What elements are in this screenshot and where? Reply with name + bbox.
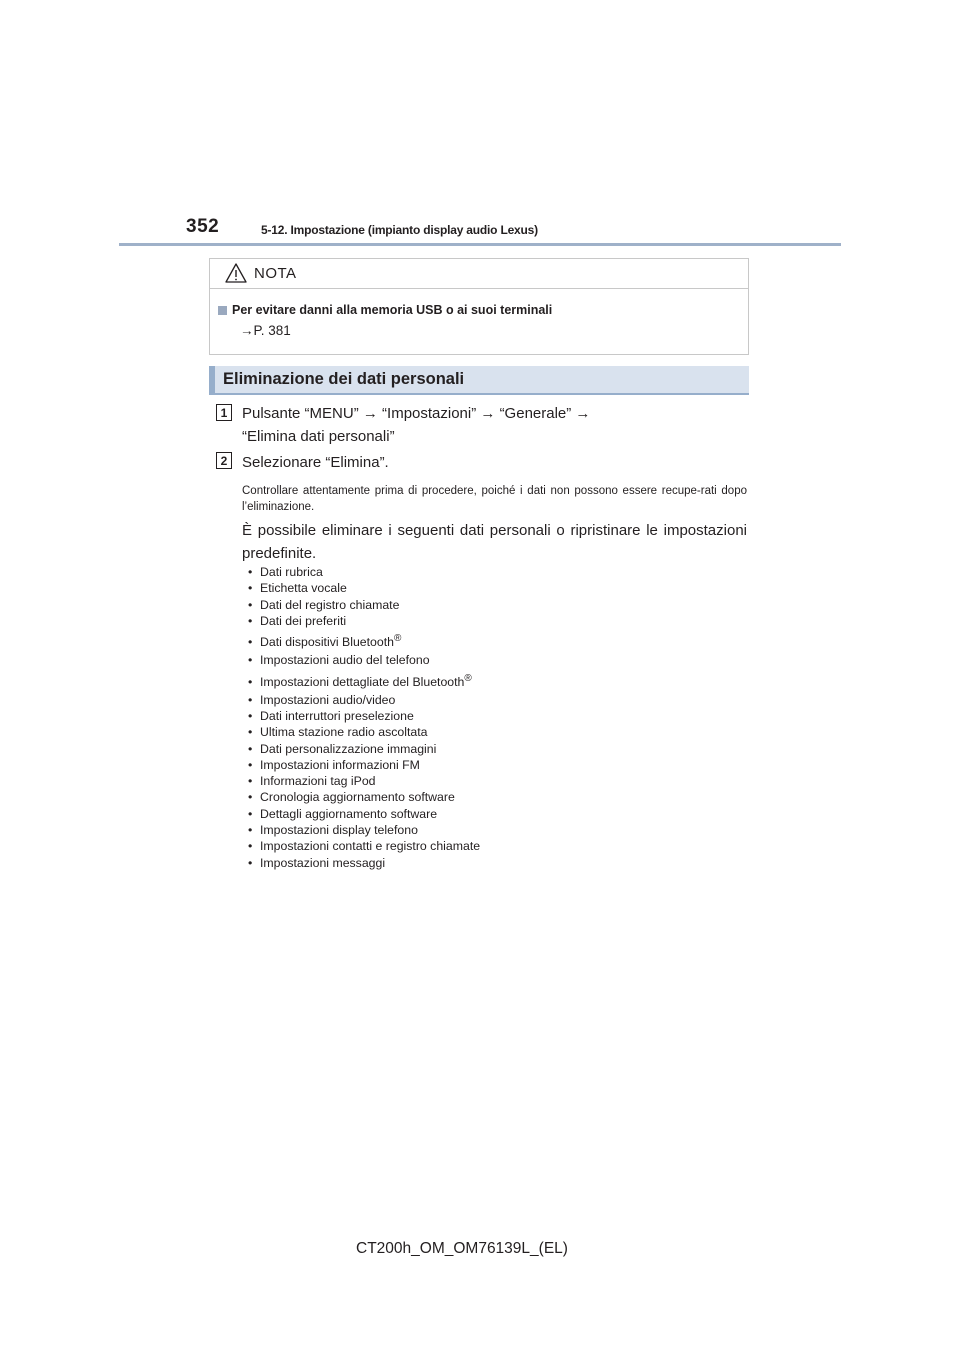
nota-reference: →P. 381 bbox=[240, 323, 291, 338]
bullet-icon: • bbox=[248, 839, 253, 854]
list-item bbox=[248, 692, 480, 708]
list-item-text: Impostazioni audio/video bbox=[260, 692, 396, 707]
bullet-icon: • bbox=[248, 806, 253, 821]
header-rule bbox=[119, 243, 841, 246]
list-item-text: Dati rubrica bbox=[260, 565, 323, 579]
bullet-icon: • bbox=[248, 855, 253, 870]
nota-label: NOTA bbox=[254, 265, 297, 282]
registered-mark: ® bbox=[393, 633, 402, 645]
page-number: 352 bbox=[186, 216, 220, 237]
intro-paragraph: È possibile eliminare i seguenti dati personali o ripristinare le impostazioni predefinite. bbox=[242, 522, 747, 562]
bullet-icon: • bbox=[248, 823, 253, 838]
list-item-text: Dati interruttori preselezione bbox=[260, 708, 414, 723]
list-item-text: Impostazioni messaggi bbox=[260, 855, 386, 870]
section-heading-text: Eliminazione dei dati personali bbox=[223, 370, 465, 388]
list-item bbox=[248, 773, 480, 789]
bullet-icon: • bbox=[248, 741, 253, 756]
list-item-text: Dati dispositivi Bluetooth bbox=[260, 635, 394, 650]
list-item-text: Cronologia aggiornamento software bbox=[260, 790, 455, 805]
list-item bbox=[248, 806, 480, 822]
list-item bbox=[248, 652, 480, 668]
list-item bbox=[248, 741, 480, 757]
bullet-icon: • bbox=[248, 565, 253, 579]
bullet-icon: • bbox=[248, 774, 253, 789]
bullet-icon: • bbox=[248, 692, 253, 707]
list-item bbox=[248, 822, 480, 838]
warning-icon bbox=[224, 262, 248, 289]
square-bullet-icon bbox=[218, 306, 227, 315]
list-item bbox=[248, 669, 480, 692]
list-item-text: Dati dei preferiti bbox=[260, 613, 347, 628]
list-item-text: Impostazioni contatti e registro chiamate bbox=[260, 839, 481, 854]
bullet-icon: • bbox=[248, 581, 253, 596]
list-item bbox=[248, 564, 480, 580]
list-item-text: Impostazioni display telefono bbox=[260, 823, 418, 838]
list-item-text: Impostazioni audio del telefono bbox=[260, 653, 430, 668]
section-heading bbox=[209, 366, 749, 395]
list-item-text: Informazioni tag iPod bbox=[260, 774, 376, 789]
personal-data-list bbox=[248, 564, 480, 871]
step-number-1: 1 bbox=[216, 404, 232, 421]
bullet-icon: • bbox=[248, 613, 253, 628]
registered-mark: ® bbox=[464, 672, 472, 684]
list-item bbox=[248, 613, 480, 629]
list-item-text: Dati personalizzazione immagini bbox=[260, 741, 437, 756]
nota-item-title bbox=[218, 303, 552, 317]
list-item-text: Ultima stazione radio ascoltata bbox=[260, 725, 428, 740]
bullet-icon: • bbox=[248, 653, 253, 668]
list-item bbox=[248, 708, 480, 724]
bullet-icon: • bbox=[248, 674, 253, 689]
section-title: 5-12. Impostazione (impianto display audio Lexus) bbox=[261, 223, 538, 237]
document-code: CT200h_OM_OM76139L_(EL) bbox=[356, 1240, 568, 1257]
list-item-text: Etichetta vocale bbox=[260, 581, 347, 596]
list-item bbox=[248, 789, 480, 805]
caution-note: Controllare attentamente prima di procedere, poiché i dati non possono essere recupe-rati dopo l’eliminazione. bbox=[242, 485, 747, 513]
list-item bbox=[248, 855, 480, 871]
nota-item-text: Per evitare danni alla memoria USB o ai suoi terminali bbox=[232, 303, 553, 317]
nota-header bbox=[210, 259, 748, 289]
bullet-icon: • bbox=[248, 708, 253, 723]
bullet-icon: • bbox=[248, 597, 253, 612]
step-1-line-1: Pulsante “MENU” → “Impostazioni” → “Generale” → bbox=[242, 405, 591, 422]
step-number-2: 2 bbox=[216, 452, 232, 469]
bullet-icon: • bbox=[248, 790, 253, 805]
list-item bbox=[248, 724, 480, 740]
list-item-text: Dati del registro chiamate bbox=[260, 597, 400, 612]
list-item bbox=[248, 629, 480, 652]
list-item bbox=[248, 597, 480, 613]
step-1-line-2: “Elimina dati personali” bbox=[242, 428, 395, 445]
bullet-icon: • bbox=[248, 725, 253, 740]
list-item-text: Impostazioni informazioni FM bbox=[260, 757, 420, 772]
bullet-icon: • bbox=[248, 757, 253, 772]
bullet-icon: • bbox=[248, 635, 253, 650]
list-item bbox=[248, 757, 480, 773]
step-2-line-1: Selezionare “Elimina”. bbox=[242, 454, 389, 471]
list-item bbox=[248, 838, 480, 854]
nota-box bbox=[209, 258, 749, 355]
list-item-text: Dettagli aggiornamento software bbox=[260, 806, 438, 821]
list-item-text: Impostazioni dettagliate del Bluetooth bbox=[260, 674, 465, 689]
list-item bbox=[248, 580, 480, 596]
